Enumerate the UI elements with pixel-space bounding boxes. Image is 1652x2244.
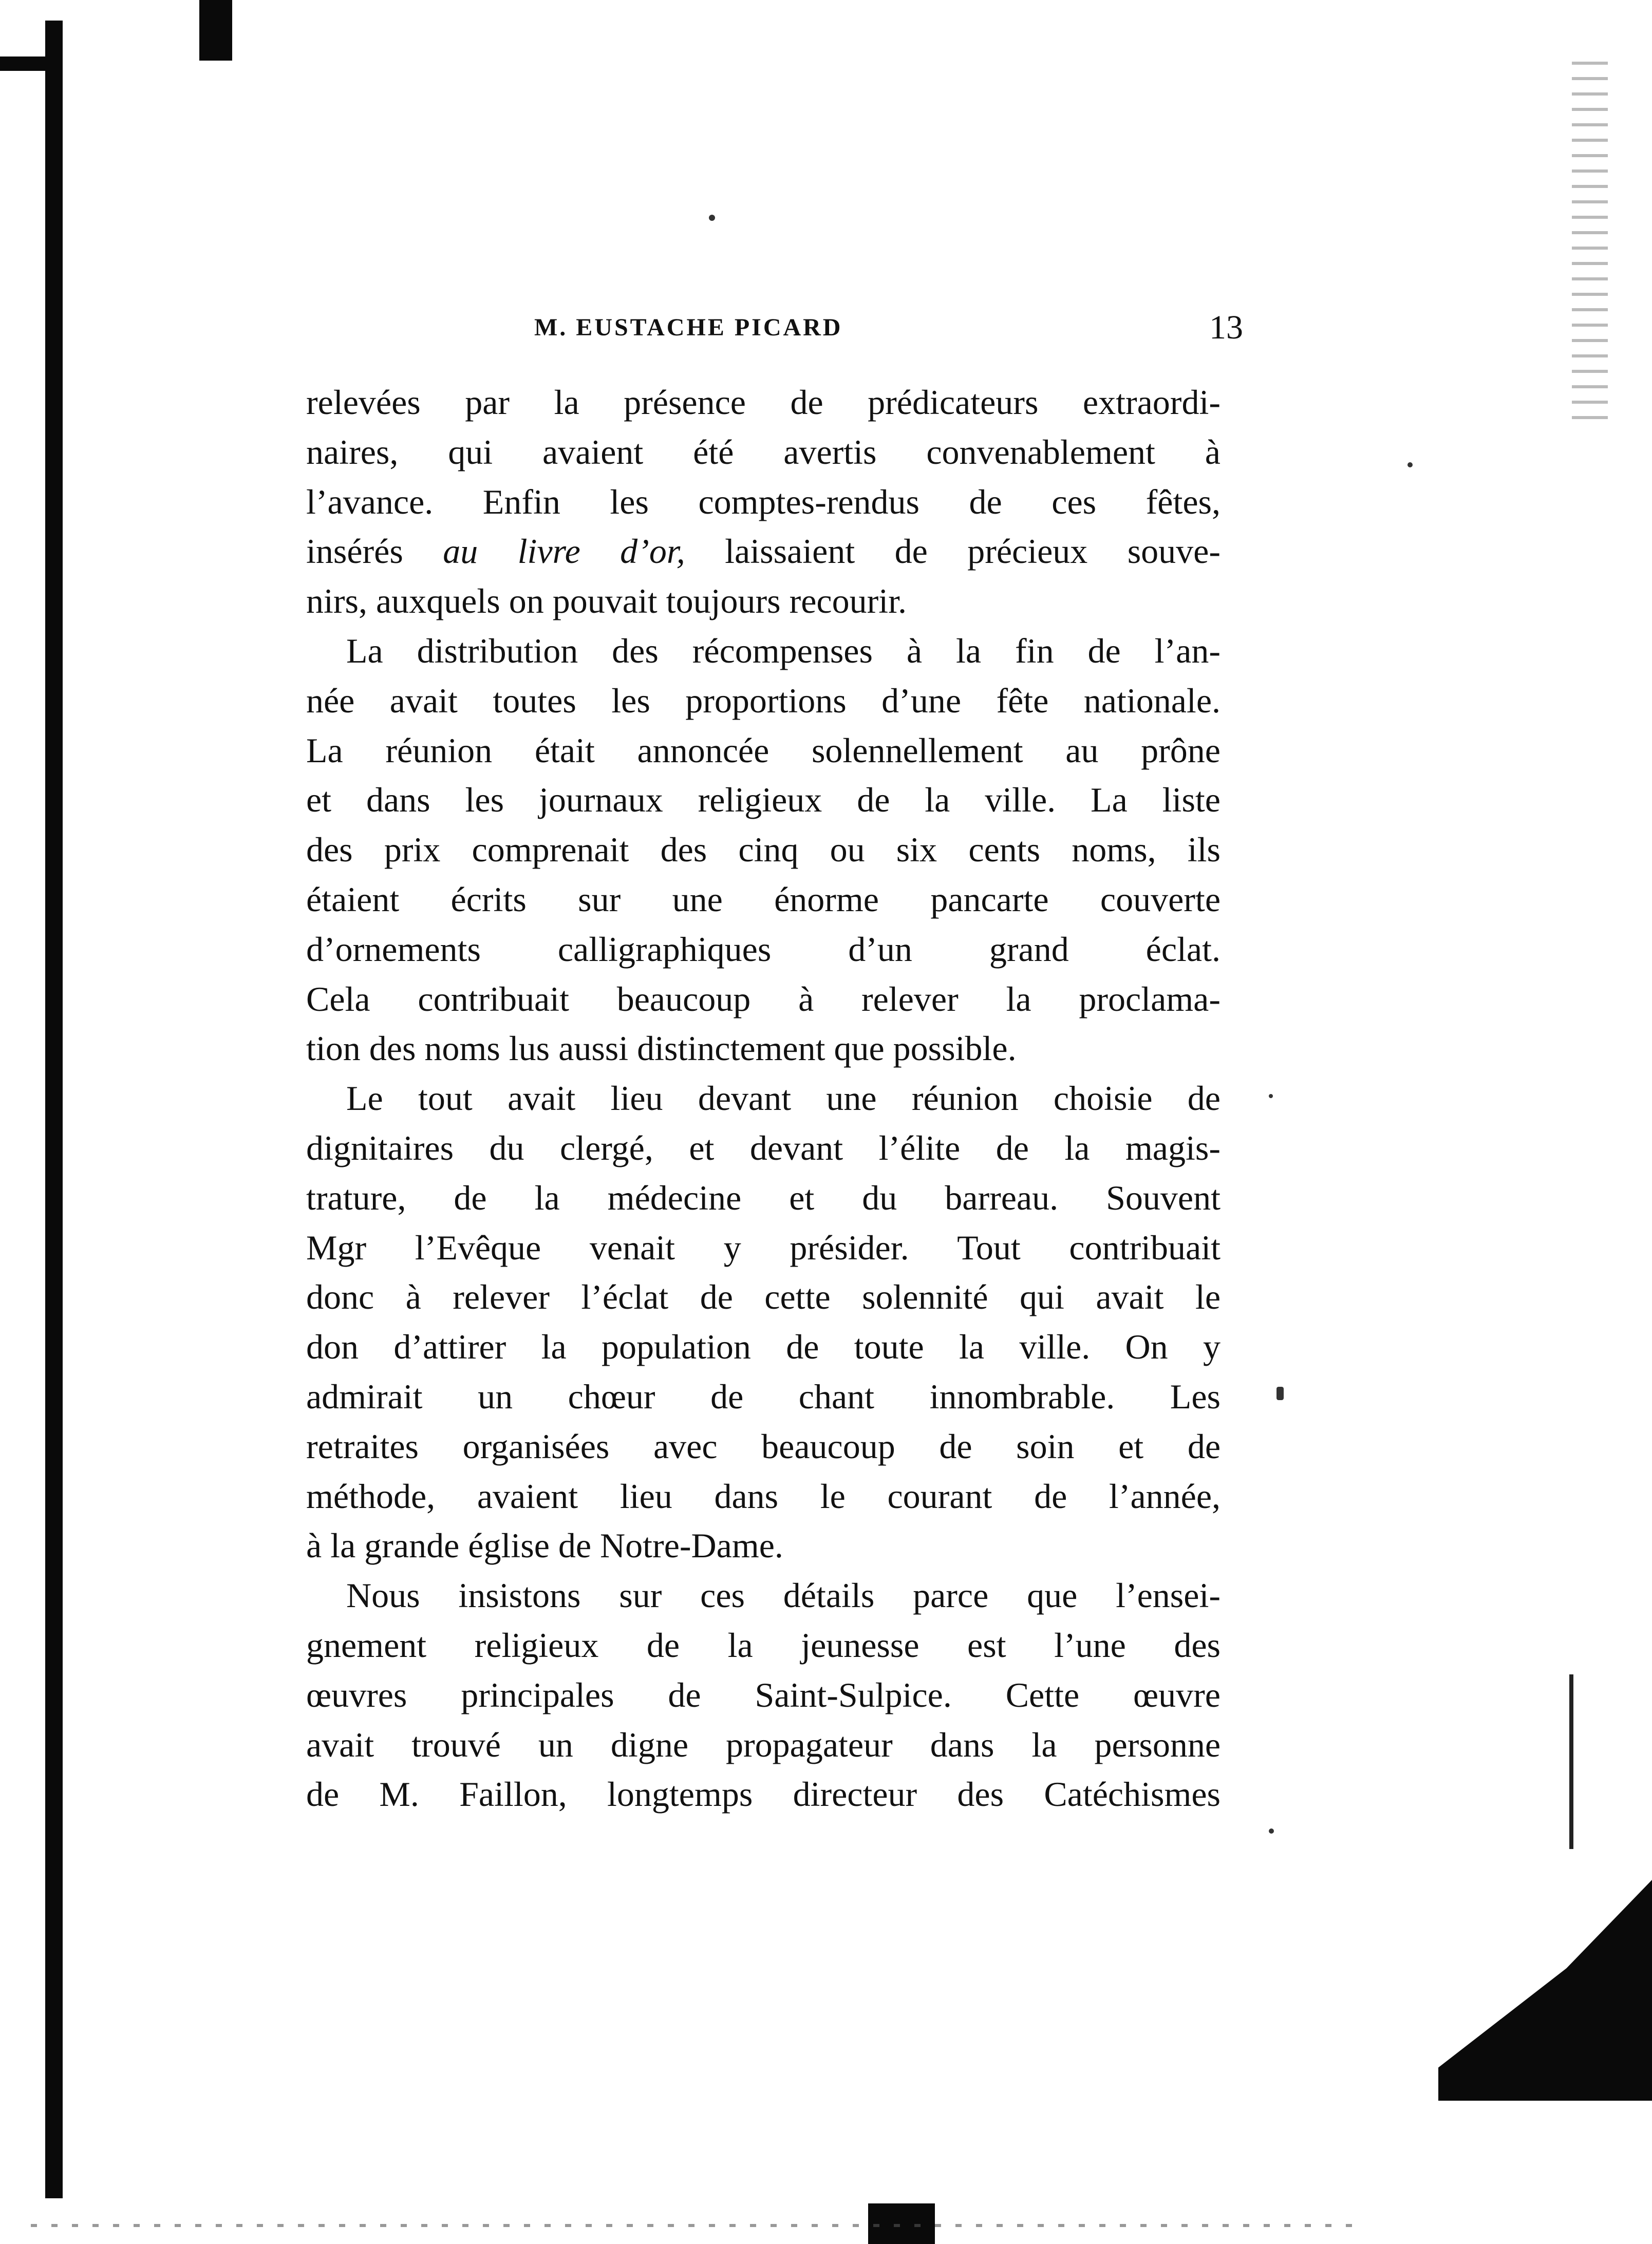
text-line: née avait toutes les proportions d’une fête nationale. — [306, 681, 1221, 720]
scan-speck — [1407, 462, 1413, 467]
text-line: Nous insistons sur ces détails parce que l’ensei- — [346, 1576, 1221, 1615]
text-line: gnement religieux de la jeunesse est l’une des — [306, 1625, 1221, 1665]
text-line: don d’attirer la population de toute la ville. On y — [306, 1327, 1221, 1367]
scan-speck — [1276, 1387, 1284, 1400]
running-title: M. EUSTACHE PICARD — [534, 314, 843, 341]
body-text — [306, 378, 1221, 1819]
text-line: naires, qui avaient été avertis convenablement à — [306, 432, 1221, 472]
text-fragment: laissaient de précieux souve- — [685, 532, 1221, 571]
text-line: La réunion était annoncée solennellement au prône — [306, 730, 1221, 770]
text-line: nirs, auxquels on pouvait toujours recourir. — [306, 581, 907, 621]
text-line: Le tout avait lieu devant une réunion choisie de — [346, 1079, 1221, 1118]
text-line: d’ornements calligraphiques d’un grand éclat. — [306, 929, 1221, 969]
text-line: dignitaires du clergé, et devant l’élite de la magis- — [306, 1128, 1221, 1167]
page-number: 13 — [1209, 309, 1243, 346]
text-fragment: insérés — [306, 532, 443, 571]
scan-noise-bottom — [31, 2224, 1366, 2227]
text-line: tion des noms lus aussi distinctement que possible. — [306, 1029, 1017, 1068]
scan-edge-left — [45, 21, 63, 2198]
text-line: donc à relever l’éclat de cette solennité qui avait le — [306, 1277, 1221, 1317]
scan-speck — [1269, 1094, 1273, 1098]
scan-speck — [709, 215, 715, 221]
text-line: Cela contribuait beaucoup à relever la proclama- — [306, 979, 1221, 1019]
text-line: La distribution des récompenses à la fin de l’an- — [346, 631, 1221, 670]
text-line: admirait un chœur de chant innombrable. Les — [306, 1376, 1221, 1416]
text-line: retraites organisées avec beaucoup de soin et de — [306, 1426, 1221, 1466]
scan-shadow-right — [1438, 1880, 1652, 2101]
text-line: méthode, avaient lieu dans le courant de l’année, — [306, 1476, 1221, 1516]
italic-phrase: au livre d’or, — [443, 532, 685, 571]
scan-noise-right — [1572, 62, 1608, 421]
text-line: avait trouvé un digne propagateur dans la personne — [306, 1725, 1221, 1764]
scan-speck — [1269, 1828, 1274, 1834]
text-line: l’avance. Enfin les comptes-rendus de ces fêtes, — [306, 482, 1221, 521]
text-line — [306, 526, 1221, 576]
text-line: trature, de la médecine et du barreau. Souvent — [306, 1178, 1221, 1217]
text-line: des prix comprenait des cinq ou six cents noms, ils — [306, 830, 1221, 870]
text-line: étaient écrits sur une énorme pancarte couverte — [306, 879, 1221, 919]
scan-line-right — [1569, 1674, 1573, 1849]
running-head — [303, 307, 1243, 348]
scan-mark-top — [199, 0, 232, 61]
text-line: relevées par la présence de prédicateurs extraordi- — [306, 383, 1221, 422]
text-line: Mgr l’Evêque venait y présider. Tout contribuait — [306, 1228, 1221, 1267]
text-line: et dans les journaux religieux de la ville. La liste — [306, 780, 1221, 820]
text-line: œuvres principales de Saint-Sulpice. Cette œuvre — [306, 1675, 1221, 1714]
scan-mark-top-left — [0, 56, 62, 71]
text-line: de M. Faillon, longtemps directeur des Catéchismes — [306, 1775, 1221, 1814]
text-line: à la grande église de Notre-Dame. — [306, 1526, 783, 1566]
